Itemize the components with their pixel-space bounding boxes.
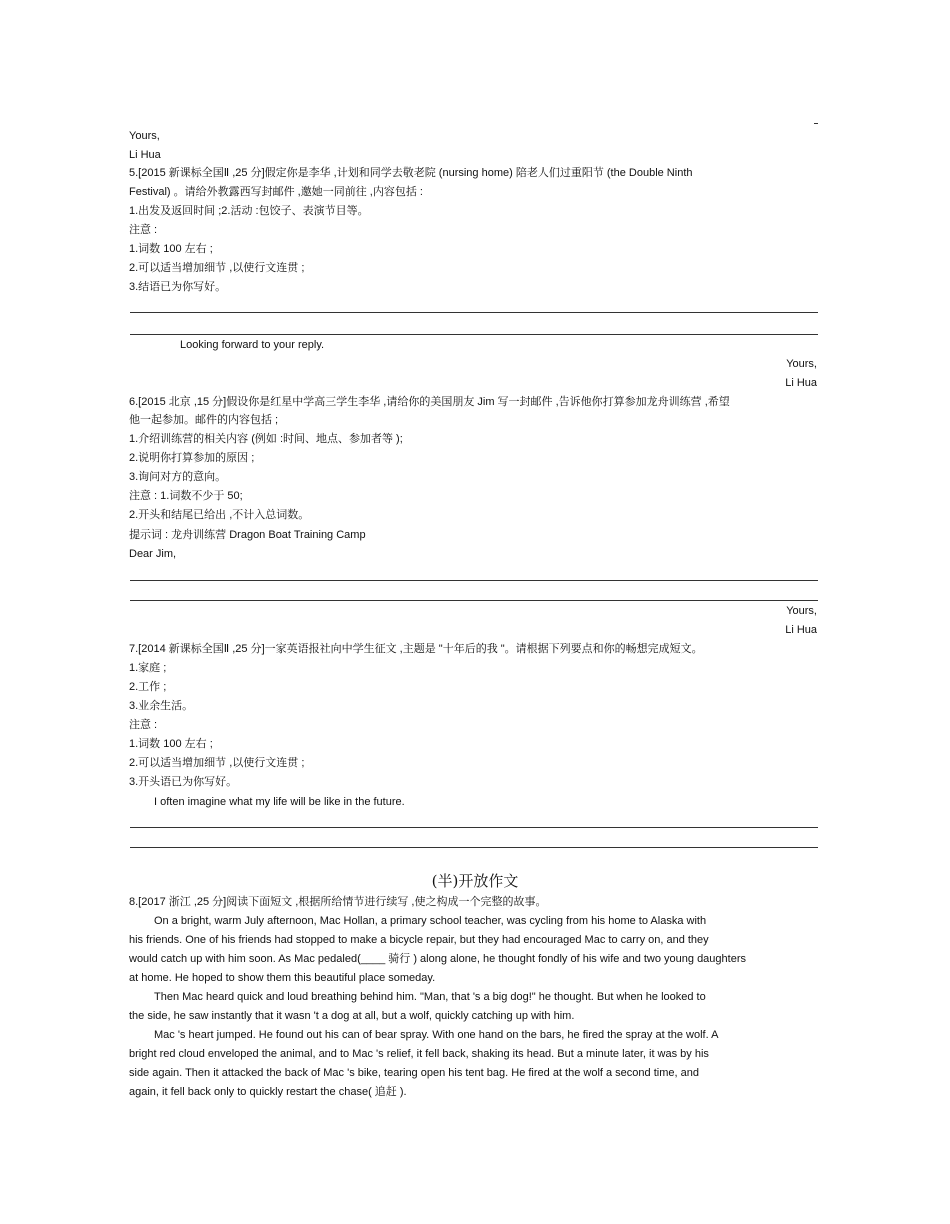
corner-mark <box>814 123 818 124</box>
q6-line-2: 他一起参加。邮件的内容包括 ; <box>129 414 279 426</box>
q5-name: Li Hua <box>785 377 817 389</box>
answer-line <box>130 580 818 581</box>
q6-yours: Yours, <box>786 605 817 617</box>
section-heading: (半)开放作文 <box>431 872 519 890</box>
answer-line <box>130 600 818 601</box>
closing-name: Li Hua <box>129 149 161 161</box>
q8-line-8: Mac 's heart jumped. He found out his can of bear spray. With one hand on the bars, he fired the spray at the wolf. A <box>154 1029 719 1041</box>
q6-line-7: 2.开头和结尾已给出 ,不计入总词数。 <box>129 509 310 521</box>
q7-line-7: 2.可以适当增加细节 ,以使行文连贯 ; <box>129 757 305 769</box>
q8-line-2: On a bright, warm July afternoon, Mac Hollan, a primary school teacher, was cycling from his home to Alaska with <box>154 915 707 927</box>
q5-line-6: 2.可以适当增加细节 ,以使行文连贯 ; <box>129 262 305 274</box>
q6-line-9: Dear Jim, <box>129 548 177 560</box>
q8-line-1: 8.[2017 浙江 ,25 分]阅读下面短文 ,根据所给情节进行续写 ,使之构成一个完整的故事。 <box>129 896 547 908</box>
closing-yours: Yours, <box>129 130 160 142</box>
answer-line <box>130 334 818 335</box>
q8-line-11: again, it fell back only to quickly restart the chase( 追赶 ). <box>129 1086 407 1098</box>
q5-line-3: 1.出发及返回时间 ;2.活动 :包饺子、表演节目等。 <box>129 205 369 217</box>
q5-yours: Yours, <box>786 358 817 370</box>
q6-line-1: 6.[2015 北京 ,15 分]假设你是红星中学高三学生李华 ,请给你的美国朋友 Jim 写一封邮件 ,告诉他你打算参加龙舟训练营 ,希望 <box>129 396 730 408</box>
q8-line-6: Then Mac heard quick and loud breathing behind him. "Man, that 's a big dog!" he thought. But when he looked to <box>154 991 706 1003</box>
q7-opening: I often imagine what my life will be like in the future. <box>154 796 405 808</box>
q5-line-4: 注意 : <box>129 224 158 236</box>
q7-line-8: 3.开头语已为你写好。 <box>129 776 238 788</box>
q7-line-5: 注意 : <box>129 719 158 731</box>
q7-line-6: 1.词数 100 左右 ; <box>129 738 213 750</box>
q8-line-3: his friends. One of his friends had stopped to make a bicycle repair, but they had encouraged Mac to carry on, and they <box>129 934 709 946</box>
q8-line-9: bright red cloud enveloped the animal, and to Mac 's relief, it fell back, shaking its head. But a minute later, it was by his <box>129 1048 709 1060</box>
q6-line-6: 注意 : 1.词数不少于 50; <box>129 490 243 502</box>
q6-line-8: 提示词 : 龙舟训练营 Dragon Boat Training Camp <box>129 529 366 541</box>
q6-line-5: 3.询问对方的意向。 <box>129 471 227 483</box>
answer-line <box>130 847 818 848</box>
q7-line-2: 1.家庭 ; <box>129 662 167 674</box>
q5-line-1: 5.[2015 新课标全国Ⅱ ,25 分]假定你是李华 ,计划和同学去敬老院 (nursing home) 陪老人们过重阳节 (the Double Ninth <box>129 167 693 179</box>
q8-line-5: at home. He hoped to show them this beautiful place someday. <box>129 972 436 984</box>
q7-line-1: 7.[2014 新课标全国Ⅱ ,25 分]一家英语报社向中学生征文 ,主题是 "十年后的我 "。请根据下列要点和你的畅想完成短文。 <box>129 643 703 655</box>
q7-line-4: 3.业余生活。 <box>129 700 194 712</box>
answer-line <box>130 312 818 313</box>
q5-line-5: 1.词数 100 左右 ; <box>129 243 213 255</box>
answer-line <box>130 827 818 828</box>
q8-line-7: the side, he saw instantly that it wasn 't a dog at all, but a wolf, quickly catching up with him. <box>129 1010 575 1022</box>
q7-line-3: 2.工作 ; <box>129 681 167 693</box>
q8-line-4: would catch up with him soon. As Mac pedaled(____ 骑行 ) along alone, he thought fondly of his wife and two young daughters <box>129 953 746 965</box>
q6-line-3: 1.介绍训练营的相关内容 (例如 :时间、地点、参加者等 ); <box>129 433 403 445</box>
q5-line-7: 3.结语已为你写好。 <box>129 281 227 293</box>
q6-name: Li Hua <box>785 624 817 636</box>
q8-line-10: side again. Then it attacked the back of Mac 's bike, tearing open his tent bag. He fired at the wolf a second time, and <box>129 1067 699 1079</box>
q6-line-4: 2.说明你打算参加的原因 ; <box>129 452 255 464</box>
q5-looking-forward: Looking forward to your reply. <box>180 339 325 351</box>
q5-line-2: Festival) 。请给外教露西写封邮件 ,邀她一同前往 ,内容包括 : <box>129 186 423 198</box>
